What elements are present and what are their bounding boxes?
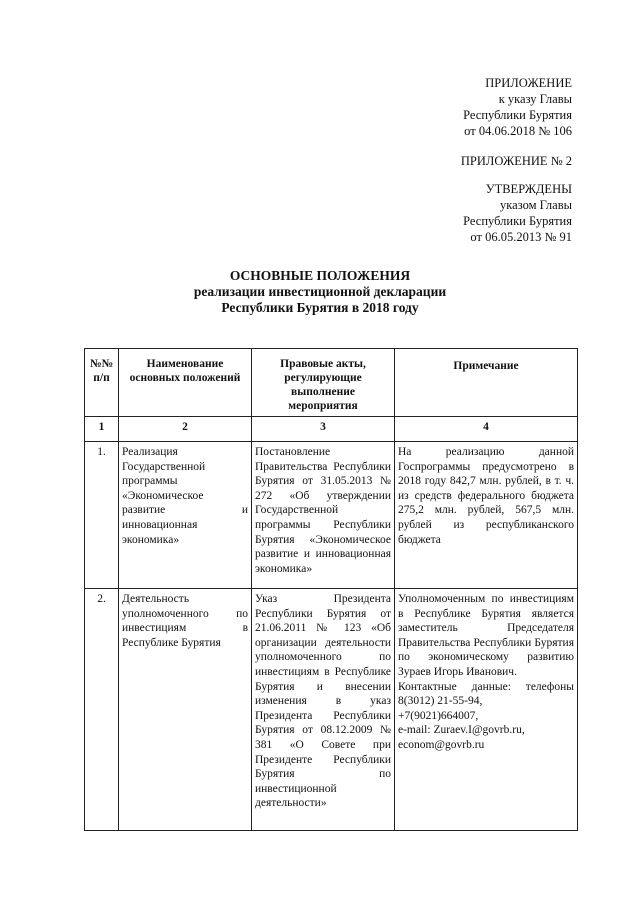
row-number: 2. xyxy=(85,589,119,831)
note-line: +7(9021)664007, xyxy=(398,709,479,722)
row-name: Реализация Государственной программы «Экономическое развитие и инновационная экономика» xyxy=(119,442,252,589)
row-number: 1. xyxy=(85,442,119,589)
column-number-row xyxy=(85,417,578,442)
table-header-row xyxy=(85,349,578,417)
title-line-2: реализации инвестиционной декларации xyxy=(193,284,447,299)
appendix-header xyxy=(463,75,572,139)
note-line: econom@govrb.ru xyxy=(398,738,485,751)
provisions-table xyxy=(84,348,578,831)
appendix-2-header xyxy=(461,153,572,169)
row-note xyxy=(395,589,578,831)
approval-ref-line: Республики Бурятия xyxy=(463,214,572,228)
approved-label: УТВЕРЖДЕНЫ xyxy=(485,182,572,196)
header-acts: Правовые акты, регулирующие выполнение мероприятия xyxy=(252,349,395,417)
note-line: e-mail: Zuraev.I@govrb.ru, xyxy=(398,724,525,737)
note-line: Уполномоченным по инвестициям в Республике Бурятия является заместитель Председателя Правительства Республики Бурятия по экономическому развитию Зураев Игорь Иванович. xyxy=(398,593,574,678)
table-row xyxy=(85,442,578,589)
appendix-2-label: ПРИЛОЖЕНИЕ № 2 xyxy=(460,154,572,168)
document-title xyxy=(0,268,640,316)
column-number: 2 xyxy=(119,417,252,442)
header-note: Примечание xyxy=(395,349,578,417)
column-number: 4 xyxy=(395,417,578,442)
header-name: Наименование основных положений xyxy=(119,349,252,417)
title-line-3: Республики Бурятия в 2018 году xyxy=(221,300,419,315)
appendix-label: ПРИЛОЖЕНИЕ xyxy=(485,76,572,90)
approval-header xyxy=(463,181,572,245)
row-name: Деятельность уполномоченного по инвестициям в Республике Бурятия xyxy=(119,589,252,831)
approval-ref-line: указом Главы xyxy=(500,198,572,212)
column-number: 1 xyxy=(85,417,119,442)
appendix-date-line: от 04.06.2018 № 106 xyxy=(464,124,572,138)
row-acts: Указ Президента Республики Бурятия от 21.06.2011 № 123 «Об организации деятельности уполномоченного по инвестициям в Республике Бурятия и внесении изменения в указ Президента Республики Бурятия от 08.12.2009 № 381 «О Совете при Президенте Республики Бурятия по инвестиционной деятельности» xyxy=(252,589,395,831)
approval-date-line: от 06.05.2013 № 91 xyxy=(470,230,572,244)
table-row xyxy=(85,589,578,831)
row-note: На реализацию данной Госпрограммы предусмотрено в 2018 году 842,7 млн. рублей, в т. ч. из средств федерального бюджета 275,2 млн. рублей, 567,5 млн. рублей из республиканского бюджета xyxy=(395,442,578,589)
row-acts: Постановление Правительства Республики Бурятия от 31.05.2013 № 272 «Об утверждении Государственной программы Республики Бурятия «Экономическое развитие и инновационная экономика» xyxy=(252,442,395,589)
column-number: 3 xyxy=(252,417,395,442)
header-number: №№ п/п xyxy=(85,349,119,417)
title-line-1: ОСНОВНЫЕ ПОЛОЖЕНИЯ xyxy=(229,268,411,283)
appendix-ref-line: Республики Бурятия xyxy=(463,108,572,122)
note-line: Контактные данные: телефоны 8(3012) 21-55-94, xyxy=(398,680,574,708)
appendix-ref-line: к указу Главы xyxy=(498,92,572,106)
